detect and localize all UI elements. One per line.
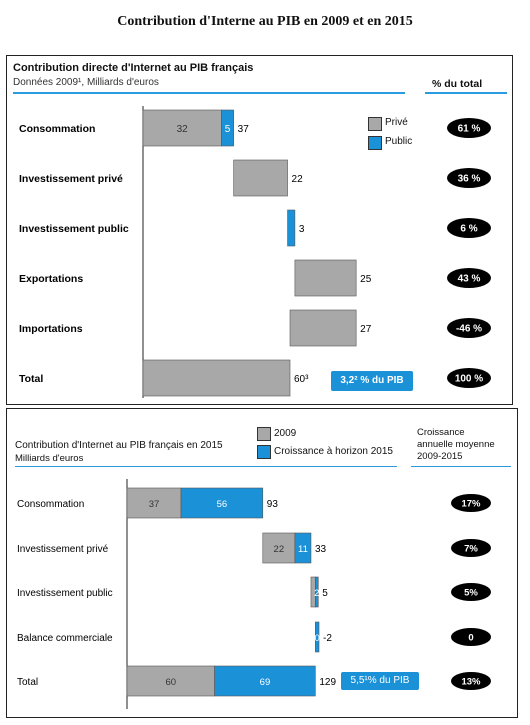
seg-label-prive-0: 32 — [176, 124, 188, 135]
row-label-3: Exportations — [19, 273, 84, 285]
legend-label-growth: Croissance à horizon 2015 — [274, 446, 393, 457]
seg-label-public-0: 5 — [224, 124, 231, 135]
pct-label-2: 6 % — [460, 223, 478, 235]
row-label-4: Importations — [19, 323, 83, 335]
value2-label-4: 129 — [319, 677, 337, 688]
value2-label-2: 5 — [322, 588, 328, 599]
chart1-plot — [7, 56, 512, 404]
row2-label-0: Consommation — [17, 499, 85, 510]
row2-label-2: Investissement public — [17, 588, 113, 599]
bar-public-2 — [288, 210, 295, 246]
seg2-label-growth-1: 11 — [297, 544, 308, 555]
chart2-subtitle: Milliards d'euros — [15, 453, 84, 464]
value2-label-0: 93 — [266, 499, 278, 510]
value-label-3: 25 — [360, 274, 372, 285]
seg2-label-2009-0: 37 — [148, 499, 160, 510]
pib-share-badge: 3,2² % du PIB — [331, 371, 413, 391]
pct-label-5: 100 % — [454, 373, 484, 385]
row2-label-1: Investissement privé — [17, 544, 109, 555]
legend-label-public: Public — [385, 136, 413, 147]
growth-label-0: 17% — [461, 498, 481, 510]
row-label-5: Total — [19, 373, 44, 385]
value-label-1: 22 — [291, 174, 303, 185]
bar-prive-3 — [295, 260, 356, 296]
bar-prive-1 — [234, 160, 288, 196]
legend-label-prive: Privé — [385, 117, 408, 128]
row-label-0: Consommation — [19, 123, 96, 135]
pct-label-3: 43 % — [457, 273, 481, 285]
row2-label-4: Total — [17, 677, 39, 688]
value-label-5: 60³ — [294, 374, 309, 385]
pct-label-0: 61 % — [457, 123, 481, 135]
growth-label-1: 7% — [464, 543, 478, 555]
bar-import-4 — [290, 310, 356, 346]
chart1-subtitle: Données 2009¹, Milliards d'euros — [13, 77, 159, 88]
bar-total — [143, 360, 290, 396]
seg2-label-growth-3: 0 — [314, 633, 320, 644]
chart2-plot — [7, 409, 517, 717]
pib-share-badge-2015: 5,5¹% du PIB — [341, 672, 419, 690]
growth-header-line-3: 2009-2015 — [417, 451, 463, 462]
chart1-title: Contribution directe d'Internet au PIB français — [13, 62, 254, 74]
pct-label-1: 36 % — [457, 173, 481, 185]
chart-panel-2015 — [6, 408, 518, 718]
pct-total-header: % du total — [432, 78, 483, 90]
growth-header-line-2: annuelle moyenne — [417, 439, 495, 450]
seg2-label-growth-0: 56 — [216, 499, 228, 510]
seg2-label-growth-4: 69 — [259, 677, 271, 688]
page-title: Contribution d'Interne au PIB en 2009 et en 2015 — [117, 14, 413, 29]
legend-label-2009: 2009 — [274, 428, 297, 439]
growth-label-2: 5% — [464, 587, 478, 599]
growth-label-4: 13% — [461, 676, 481, 688]
growth-label-3: 0 — [468, 632, 474, 644]
chart-panel-2009 — [6, 55, 513, 405]
seg2-label-growth-2: 2 — [314, 588, 320, 599]
row-label-1: Investissement privé — [19, 173, 123, 185]
pct-label-4: -46 % — [455, 323, 483, 335]
chart2-title: Contribution d'Internet au PIB français en 2015 — [15, 440, 223, 451]
value-label-2: 3 — [298, 224, 305, 235]
seg2-label-2009-4: 60 — [165, 677, 177, 688]
value-label-4: 27 — [360, 324, 372, 335]
growth-header-line-1: Croissance — [417, 427, 465, 438]
value-label-0: 37 — [237, 124, 249, 135]
value2-label-1: 33 — [314, 544, 327, 555]
seg2-label-2009-1: 22 — [273, 544, 285, 555]
row-label-2: Investissement public — [19, 223, 129, 235]
value2-label-3: -2 — [322, 633, 332, 644]
row2-label-3: Balance commerciale — [17, 633, 113, 644]
